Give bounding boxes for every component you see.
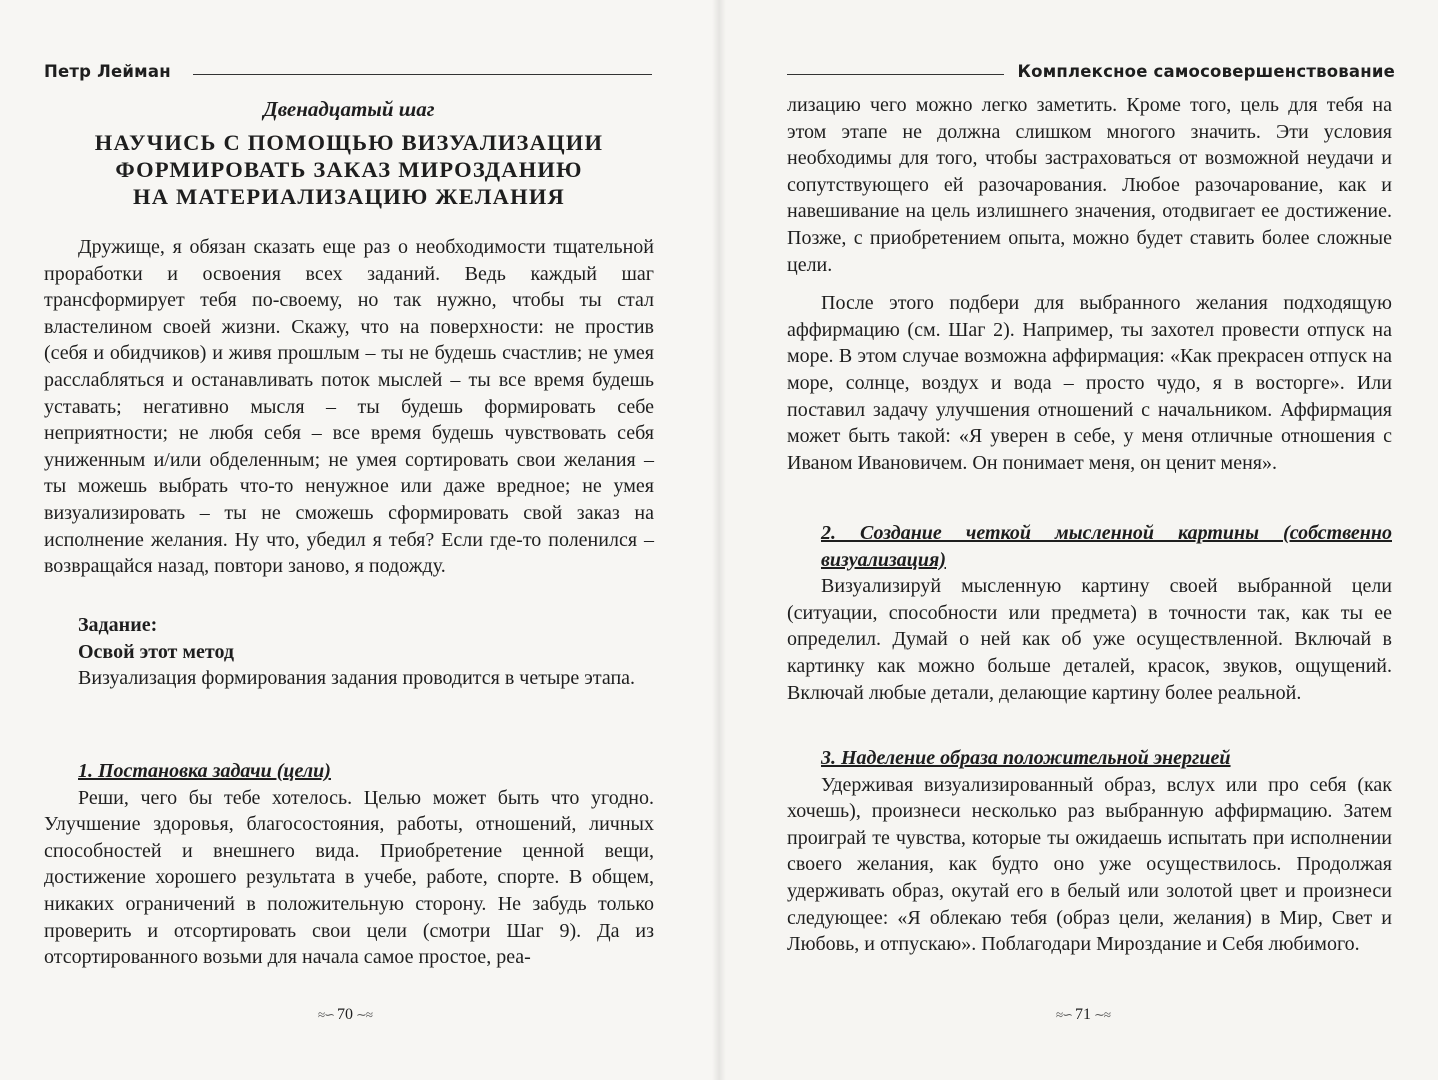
section-1-heading: 1. Постановка задачи (цели) [78, 760, 331, 782]
section-3 [787, 745, 1392, 958]
left-page-number [318, 1006, 372, 1024]
chapter-title-line-1: НАУЧИСЬ С ПОМОЩЬЮ ВИЗУАЛИЗАЦИИ [94, 130, 604, 155]
section-1 [44, 758, 654, 971]
header-rule [193, 74, 652, 75]
page-number-71: 71 [1075, 1006, 1092, 1023]
chapter-title [44, 129, 654, 210]
folio-ornament-right-icon: ∼≈ [1094, 1007, 1111, 1022]
folio-ornament-right-icon: ∼≈ [356, 1007, 373, 1022]
right-body-top [787, 92, 1392, 476]
task-label: Задание: [78, 614, 158, 636]
chapter-title-line-2: ФОРМИРОВАТЬ ЗАКАЗ МИРОЗДАНИЮ [115, 157, 583, 182]
section-1-paragraph: Реши, чего бы тебе хотелось. Целью может быть что угодно. Улучшение здоровья, благосостояния, работы, отношений, личных способностей и внешнего вида. Приобретение ценной вещи, достижение хорошего результата в учебе, работе, спорте. В общем, никаких ограничений в положительную сторону. Не забудь только проверить и отсортировать свои цели (смотри Шаг 9). Да из отсортированного возьми для начала самое простое, реа- [44, 786, 654, 969]
section-2-heading: 2. Создание четкой мысленной картины (собственно визуализация) [821, 522, 1392, 571]
chapter-title-line-3: НА МАТЕРИАЛИЗАЦИЮ ЖЕЛАНИЯ [133, 184, 565, 209]
left-column [44, 95, 654, 210]
task-block [44, 612, 654, 692]
task-paragraph: Визуализация формирования задания проводится в четыре этапа. [78, 667, 636, 690]
continued-paragraph: лизацию чего можно легко заметить. Кроме того, цель для тебя на этом этапе не должна слишком многого значить. Эти условия необходимы для того, чтобы застраховаться от возможной неудачи и сопутствующего ей разочарования. Любое разочарование, как и навешивание на цель излишнего значения, отодвигает ее достижение. Позже, с приобретением опыта, можно будет ставить более сложные цели. [787, 94, 1392, 276]
right-page-number [1056, 1006, 1110, 1024]
step-kicker: Двенадцатый шаг [263, 97, 435, 121]
book-section-title: Комплексное самосовершенствование [1017, 61, 1395, 81]
right-running-head [787, 58, 1395, 84]
page-number-70: 70 [337, 1006, 354, 1023]
header-rule [787, 74, 1004, 75]
book-gutter [712, 0, 726, 1080]
affirmation-paragraph: После этого подбери для выбранного желания подходящую аффирмацию (см. Шаг 2). Например, ты захотел провести отпуск на море. В этом случае возможна аффирмация: «Как прекрасен отпуск на море, солнце, воздух и вода – просто чудо, я в восторге». Или поставил задачу улучшения отношений с начальником. Аффирмация может быть такой: «Я уверен в себе, у меня отличные отношения с Иваном Ивановичем. Он понимает меня, он ценит меня». [787, 292, 1392, 474]
author-name: Петр Лейман [44, 61, 171, 81]
task-name: Освой этот метод [78, 640, 234, 663]
folio-ornament-left-icon: ≈∽ [318, 1007, 335, 1022]
left-body [44, 234, 654, 580]
section-3-heading: 3. Наделение образа положительной энергией [821, 747, 1231, 769]
section-2 [787, 520, 1392, 706]
left-running-head [44, 58, 652, 84]
intro-paragraph: Дружище, я обязан сказать еще раз о необходимости тщательной проработки и освоения всех заданий. Ведь каждый шаг трансформирует тебя по-своему, но так нужно, чтобы ты стал властелином своей жизни. Скажу, что на поверхности: не простив (себя и обидчиков) и живя прошлым – ты не будешь счастлив; не умея расслабляться и останавливать поток мыслей – ты все время будешь уставать; негативно мысля – ты будешь формировать себе неприятности; не любя себя – все время будешь чувствовать себя униженным и/или обделенным; не умея сортировать свои желания – ты можешь выбрать что-то ненужное или даже вредное; не умея визуализировать – ты не сможешь сформировать свой заказ на исполнение желания. Ну что, убедил я тебя? Если где-то поленился – возвращайся назад, повтори заново, я подожду. [44, 236, 654, 578]
section-3-paragraph: Удерживая визуализированный образ, вслух или про себя (как хочешь), произнеси несколько раз выбранную аффирмацию. Затем проиграй те чувства, которые ты ожидаешь испытать при исполнении своего желания, как будто оно уже осуществилось. Продолжая удерживать образ, окутай его в белый или золотой цвет и произнеси следующее: «Я облекаю тебя (образ цели, желания) в Мир, Свет и Любовь, и отпускаю». Поблагодари Мироздание и Себя любимого. [787, 773, 1392, 956]
folio-ornament-left-icon: ≈∽ [1056, 1007, 1073, 1022]
section-2-paragraph: Визуализируй мысленную картину своей выбранной цели (ситуации, способности или предмета) в точности так, как ты ее определил. Думай о ней как об уже осуществленной. Включай в картинку как можно больше деталей, красок, звуков, ощущений. Включай любые детали, делающие картину более реальной. [787, 575, 1392, 704]
